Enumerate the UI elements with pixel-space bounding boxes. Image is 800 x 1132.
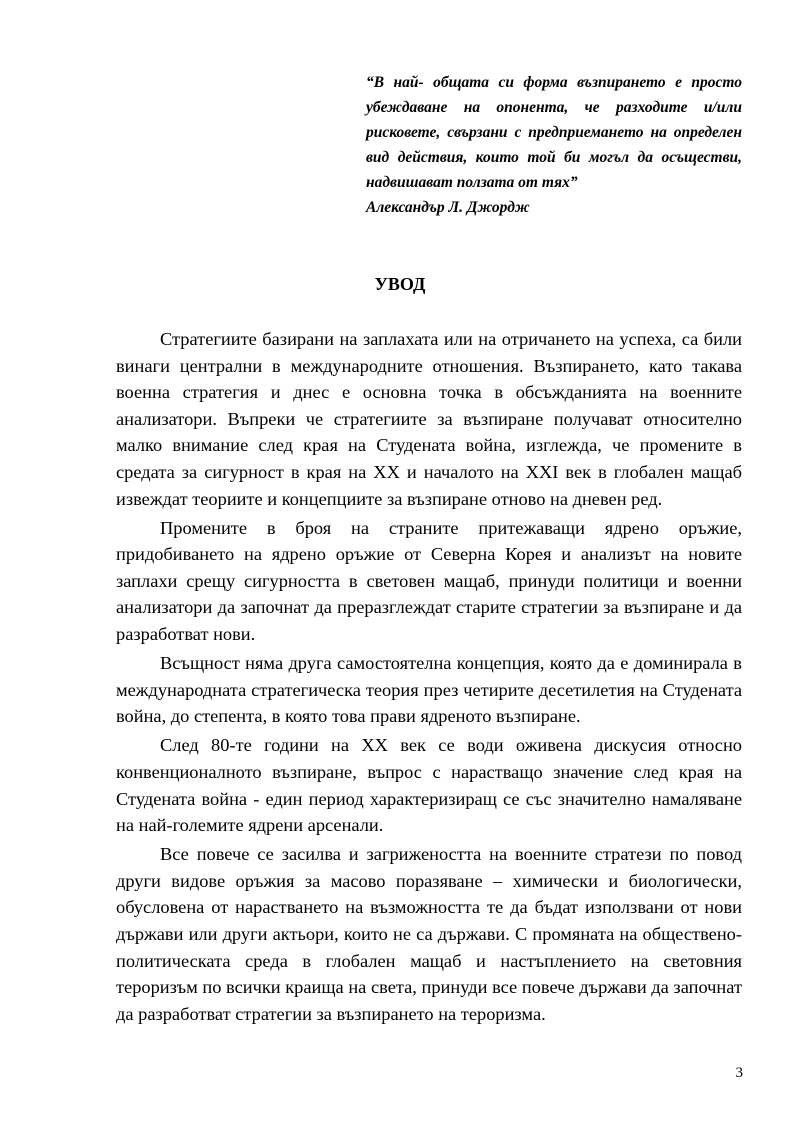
page-number: 3 (735, 1065, 743, 1081)
section-title: УВОД (374, 274, 426, 294)
paragraph: След 80-те години на XX век се води оживена дискусия относно конвенционалното възпиране, въпрос с нарастващо значение след края на Студената война - един период характеризиращ се със значително намаляване на най-големите ядрени арсенали. (116, 735, 742, 836)
body-text (116, 326, 742, 1030)
epigraph (366, 70, 742, 220)
paragraph: Всъщност няма друга самостоятелна концепция, която да е доминирала в международната стратегическа теория през четирите десетилетия на Студената война, до степента, в която това прави ядреното възпиране. (116, 653, 742, 727)
paragraph: Все повече се засилва и загрижеността на военните стратези по повод други видове оръжия за масово поразяване – химически и биологически, обусловена от нарастването на възможността те да бъдат използвани от нови държави или други актьори, които не са държави. С промяната на обществено-политическата среда в глобален мащаб и настъплението на световния тероризъм по всички краища на света, принуди все повече държави да започнат да разработват стратегии за възпирането на тероризма. (116, 844, 742, 1024)
epigraph-quote: “В най- общата си форма възпирането е просто убеждаване на опонента, че разходите и/или рисковете, свързани с предприемането на определен вид действия, които той би могъл да осъществи, надвишават ползата от тях” (366, 74, 742, 191)
paragraph: Промените в броя на страните притежаващи ядрено оръжие, придобиването на ядрено оръжие от Северна Корея и анализът на новите заплахи срещу сигурността в световен мащаб, принуди политици и военни анализатори да започнат да преразглеждат старите стратегии за възпиране и да разработват нови. (116, 517, 742, 645)
paragraph: Стратегиите базирани на заплахата или на отричането на успеха, са били винаги централни в международните отношения. Възпирането, като такава военна стратегия и днес е основна точка в обсъжданията на военните анализатори. Въпреки че стратегиите за възпиране получават относително малко внимание след края на Студената война, изглежда, че промените в средата за сигурност в края на XX и началото на XXI век в глобален мащаб извеждат теориите и концепциите за възпиране отново на дневен ред. (116, 329, 742, 509)
epigraph-author: Александър Л. Джордж (366, 199, 530, 216)
